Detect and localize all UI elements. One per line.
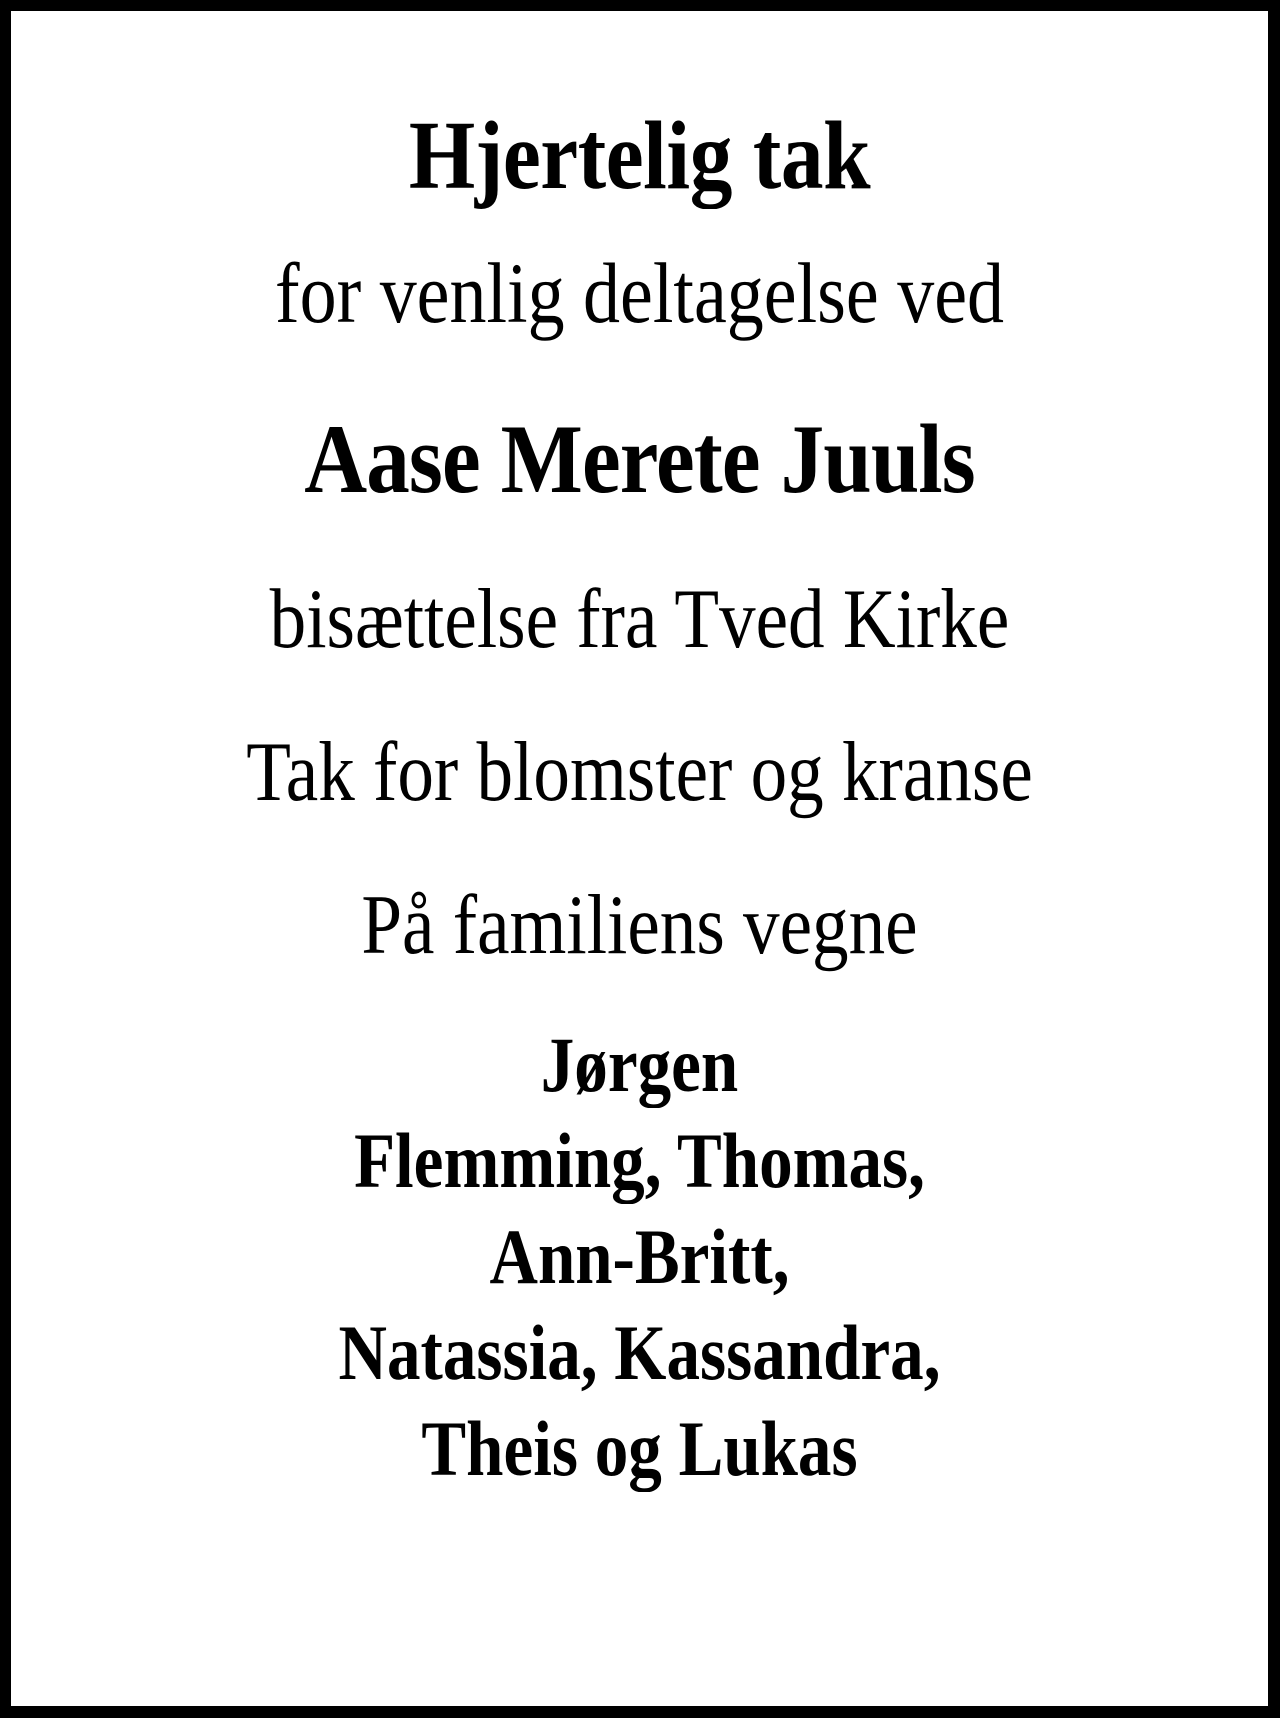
- signature-line: Jørgen: [540, 1021, 739, 1108]
- signature-line: Ann-Britt,: [489, 1213, 790, 1300]
- on-behalf-line: På familiens vegne: [361, 878, 918, 972]
- notice-card: [11, 11, 1268, 1706]
- notice-content: [11, 102, 1268, 1492]
- notice-lead-line: for venlig deltagelse ved: [274, 245, 1005, 341]
- signature-line: Theis og Lukas: [421, 1405, 858, 1492]
- flowers-thanks-line: Tak for blomster og kranse: [246, 725, 1033, 819]
- signature-line: Flemming, Thomas,: [354, 1117, 925, 1204]
- ceremony-line: bisættelse fra Tved Kirke: [269, 572, 1010, 666]
- signature-block: [35, 1021, 1244, 1492]
- signature-line: Natassia, Kassandra,: [338, 1309, 941, 1396]
- notice-title: Hjertelig tak: [408, 102, 871, 209]
- deceased-name: Aase Merete Juuls: [304, 405, 975, 514]
